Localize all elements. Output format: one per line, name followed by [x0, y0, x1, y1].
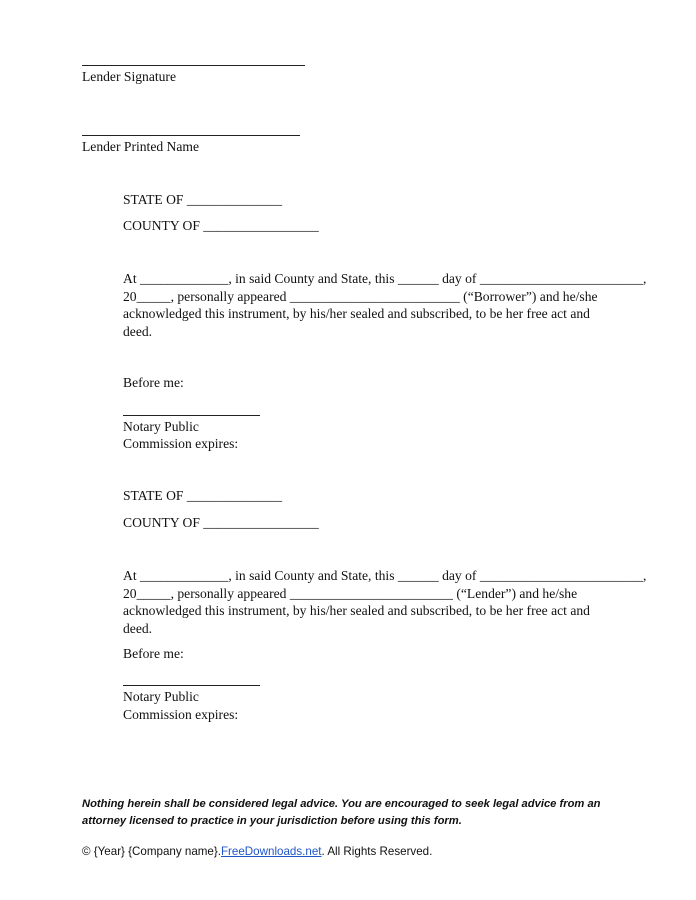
copyright-suffix: . All Rights Reserved. [321, 845, 433, 858]
lender-printed-name-label: Lender Printed Name [82, 139, 200, 154]
paragraph-line: acknowledged this instrument, by his/her sealed and subscribed, to be her free act and deed. [123, 603, 590, 636]
paragraph-line: At _____________, in said County and State, this ______ day of ________________________, [123, 568, 647, 583]
copyright-prefix: © {Year} {Company name}. [82, 845, 221, 858]
acknowledgment-paragraph [123, 270, 647, 340]
commission-expires-label: Commission expires: [123, 436, 239, 451]
paragraph-line: acknowledged this instrument, by his/her sealed and subscribed, to be her free act and deed. [123, 306, 590, 339]
state-of-field[interactable]: STATE OF ______________ [123, 192, 283, 207]
county-of-field[interactable]: COUNTY OF _________________ [123, 218, 319, 233]
freedownloads-link[interactable]: FreeDownloads.net [220, 845, 322, 858]
state-of-field[interactable]: STATE OF ______________ [123, 488, 283, 503]
paragraph-line: 20_____, personally appeared ________________________ (“Lender”) and he/she [123, 585, 578, 601]
paragraph-line: 20_____, personally appeared _________________________ (“Borrower”) and he/she [123, 288, 598, 304]
lender-printed-name-line[interactable] [82, 135, 300, 136]
legal-disclaimer: Nothing herein shall be considered legal advice. You are encouraged to seek legal advice from an attorney licensed to practice in your jurisdiction before using this form. [82, 798, 601, 827]
notary-signature-line[interactable] [123, 685, 260, 686]
before-me-label: Before me: [123, 646, 184, 661]
before-me-label: Before me: [123, 375, 184, 390]
copyright-notice [82, 843, 432, 861]
acknowledgment-paragraph [123, 567, 647, 637]
notary-public-label: Notary Public [123, 419, 199, 434]
notary-public-label: Notary Public [123, 689, 199, 704]
lender-signature-label: Lender Signature [82, 69, 176, 84]
notary-signature-line[interactable] [123, 415, 260, 416]
county-of-field[interactable]: COUNTY OF _________________ [123, 515, 319, 530]
paragraph-line: At _____________, in said County and State, this ______ day of ________________________, [123, 271, 647, 286]
commission-expires-label: Commission expires: [123, 707, 239, 722]
lender-signature-line[interactable] [82, 65, 305, 66]
